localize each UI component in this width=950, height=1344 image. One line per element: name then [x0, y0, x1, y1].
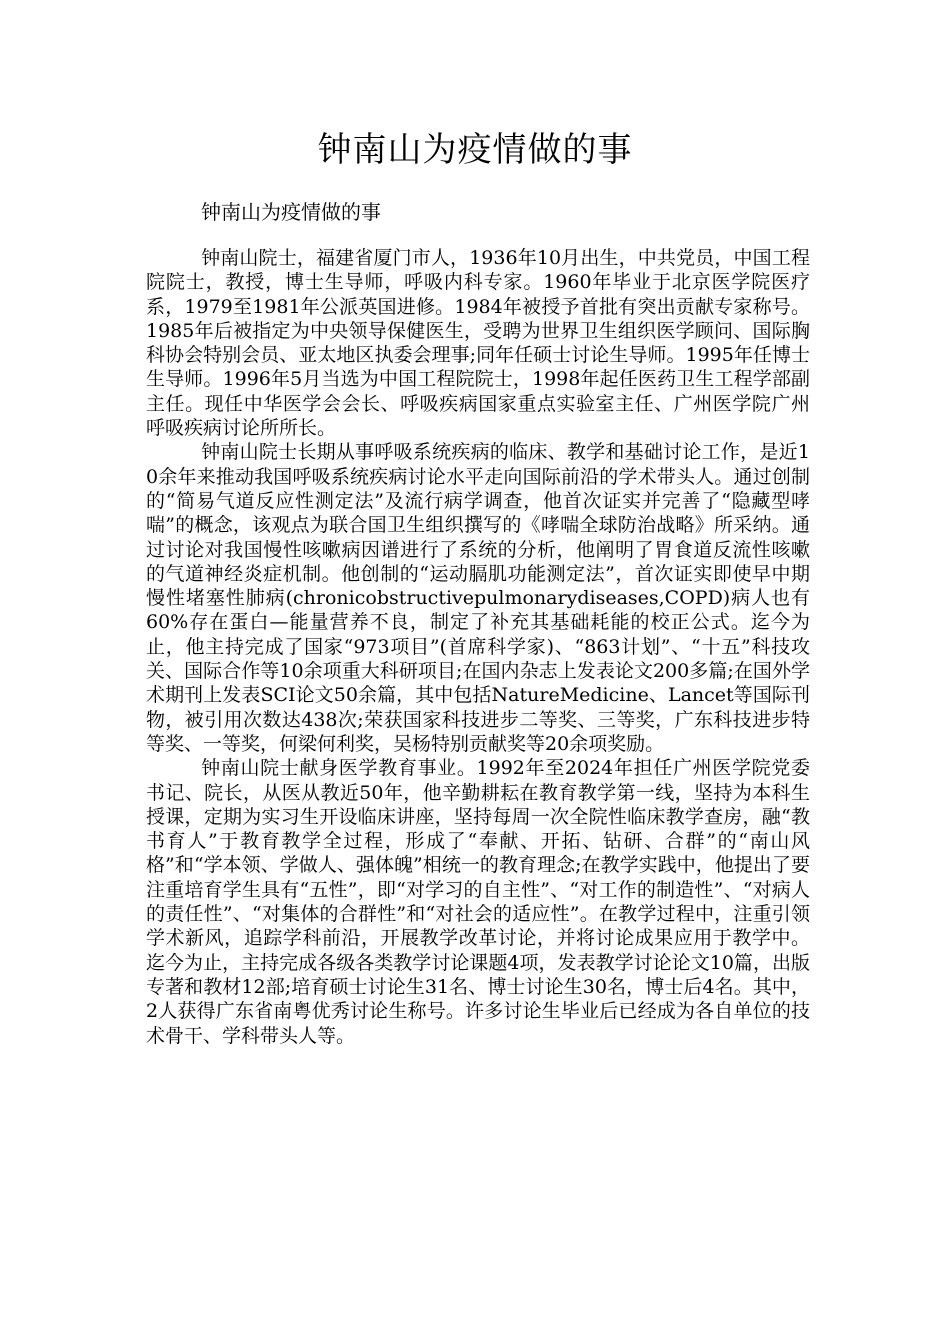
paragraph-biography: 钟南山院士，福建省厦门市人，1936年10月出生，中共党员，中国工程院院士，教授，博士生导师，呼吸内科专家。1960年毕业于北京医学院医疗系，1979至1981年公派英国进修。1984年被授予首批有突出贡献专家称号。1985年后被指定为中央领导保健医生，受聘为世界卫生组织医学顾问、国际胸科协会特别会员、亚太地区执委会理事;同年任硕士讨论生导师。1995年任博士生导师。1996年5月当选为中国工程院院士，1998年起任医药卫生工程学部副主任。现任中华医学会会长、呼吸疾病国家重点实验室主任、广州医学院广州呼吸疾病讨论所所长。 [146, 247, 810, 440]
paragraph-education: 钟南山院士献身医学教育事业。1992年至2024年担任广州医学院党委书记、院长，从医从教近50年，他辛勤耕耘在教育教学第一线，坚持为本科生授课，定期为实习生开设临床讲座，坚持每周一次全院性临床教学查房，融“教书育人”于教育教学全过程，形成了“奉献、开拓、钻研、合群”的“南山风格”和“学本领、学做人、强体魄”相统一的教育理念;在教学实践中，他提出了要注重培育学生具有“五性”，即“对学习的自主性”、“对工作的制造性”、“对病人的责任性”、“对集体的合群性”和“对社会的适应性”。在教学过程中，注重引领学术新风，追踪学科前沿，开展教学改革讨论，并将讨论成果应用于教学中。迄今为止，主持完成各级各类教学讨论课题4项，发表教学讨论论文10篇，出版专著和教材12部;培育硕士讨论生31名、博士讨论生30名，博士后4名。其中，2人获得广东省南粤优秀讨论生称号。许多讨论生毕业后已经成为各自单位的技术骨干、学科带头人等。 [146, 757, 810, 1047]
document-subtitle: 钟南山为疫情做的事 [201, 200, 381, 224]
document-title: 钟南山为疫情做的事 [317, 130, 633, 170]
document-body [146, 246, 810, 1048]
paragraph-research: 钟南山院士长期从事呼吸系统疾病的临床、教学和基础讨论工作，是近10余年来推动我国呼吸系统疾病讨论水平走向国际前沿的学术带头人。通过创制的“简易气道反应性测定法”及流行病学调查，他首次证实并完善了“隐藏型哮喘”的概念，该观点为联合国卫生组织撰写的《哮喘全球防治战略》所采纳。通过讨论对我国慢性咳嗽病因谱进行了系统的分析，他阐明了胃食道反流性咳嗽的气道神经炎症机制。他创制的“运动膈肌功能测定法”，首次证实即使早中期慢性堵塞性肺病(chronicobstructivepulmonarydiseases,COPD)病人也有60%存在蛋白—能量营养不良，制定了补充其基础耗能的校正公式。迄今为止，他主持完成了国家“973项目”(首席科学家)、“863计划”、“十五”科技攻关、国际合作等10余项重大科研项目;在国内杂志上发表论文200多篇;在国外学术期刊上发表SCI论文50余篇，其中包括NatureMedicine、Lancet等国际刊物，被引用次数达438次;荣获国家科技进步二等奖、三等奖，广东科技进步特等奖、一等奖，何梁何利奖，吴杨特别贡献奖等20余项奖励。 [146, 441, 810, 755]
